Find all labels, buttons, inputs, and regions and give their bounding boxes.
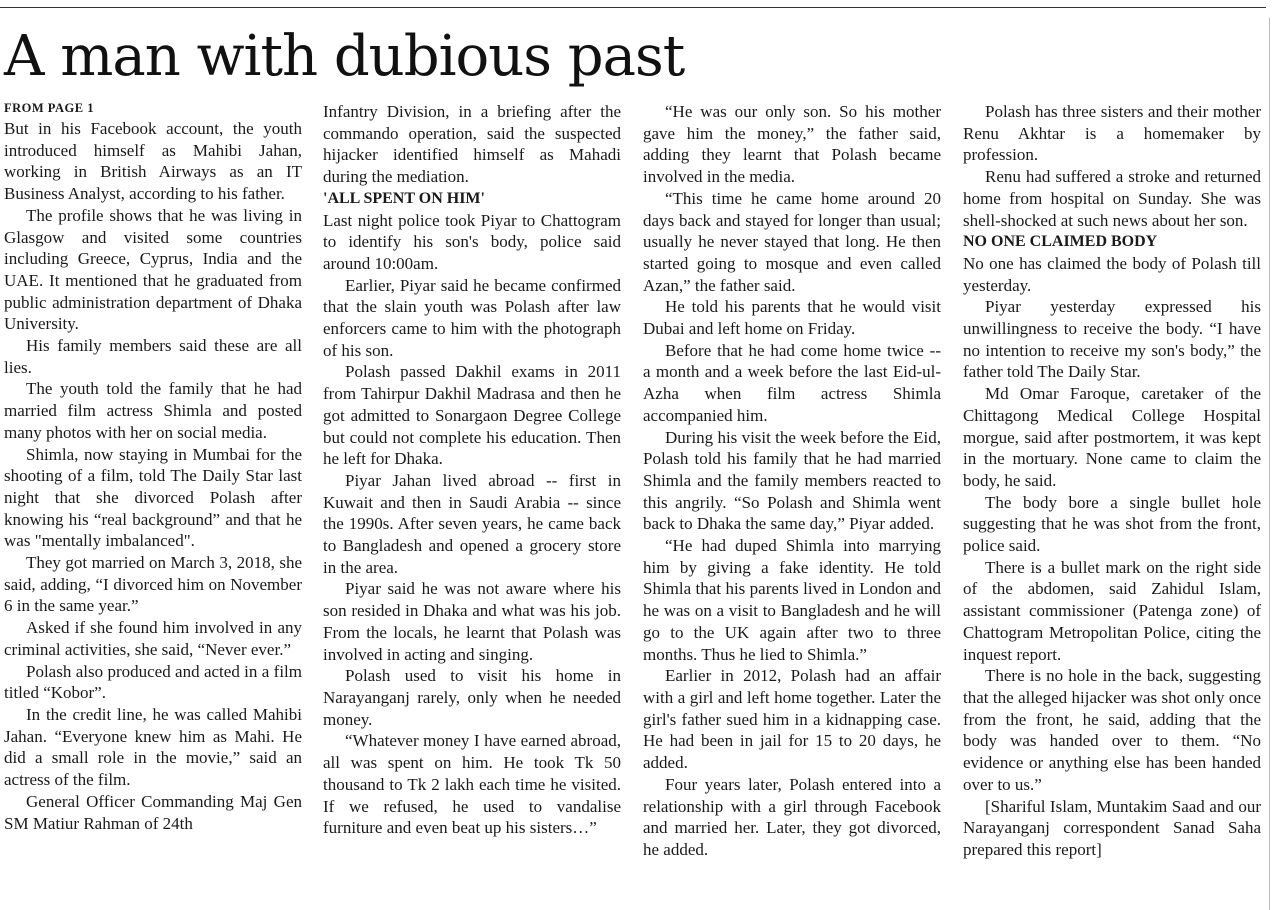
paragraph: Earlier, Piyar said he became confirmed that the slain youth was Polash after law enforcers came to him with the photograph of his son. (323, 275, 621, 360)
article-column-3 (643, 101, 941, 861)
paragraph: His family members said these are all lies. (4, 336, 302, 377)
paragraph: Before that he had come home twice -- a month and a week before the last Eid-ul-Azha when film actress Shimla accompanied him. (643, 340, 941, 425)
headline: A man with dubious past (4, 24, 685, 89)
article-column-1 (4, 101, 302, 834)
paragraph: They got married on March 3, 2018, she said, adding, “I divorced him on November 6 in the same year.” (4, 553, 302, 616)
paragraph: In the credit line, he was called Mahibi Jahan. “Everyone knew him as Mahi. He did a small role in the movie,” said an actress of the film. (4, 704, 302, 790)
paragraph: Piyar said he was not aware where his son resided in Dhaka and what was his job. From the locals, he learnt that Polash was involved in acting and singing. (323, 579, 621, 664)
paragraph: There is no hole in the back, suggesting that the alleged hijacker was shot only once from the front, he said, adding that the body was handed over to them. “No evidence or anything else has been handed over to us.” (963, 666, 1261, 794)
article-column-4 (963, 101, 1261, 861)
paragraph: But in his Facebook account, the youth introduced himself as Mahibi Jahan, working in British Airways as an IT Business Analyst, according to his father. (4, 119, 302, 204)
paragraph: [Shariful Islam, Muntakim Saad and our Narayanganj correspondent Sanad Saha prepared this report] (963, 796, 1261, 859)
paragraph: Last night police took Piyar to Chattogram to identify his son's body, police said around 10:00am. (323, 210, 621, 273)
paragraph: General Officer Commanding Maj Gen SM Matiur Rahman of 24th (4, 791, 302, 833)
right-rule (1269, 18, 1270, 910)
paragraph: “He had duped Shimla into marrying him by giving a fake identity. He told Shimla that his parents lived in London and he was on a visit to Bangladesh and he will go to the UK again after two to three months. Thus he lied to Shimla.” (643, 536, 941, 664)
paragraph: Polash used to visit his home in Narayanganj rarely, only when he needed money. (323, 666, 621, 729)
paragraph: No one has claimed the body of Polash till yesterday. (963, 253, 1261, 295)
paragraph: There is a bullet mark on the right side of the abdomen, said Zahidul Islam, assistant commissioner (Patenga zone) of Chattogram Metropolitan Police, citing the inquest report. (963, 557, 1261, 664)
subheading: NO ONE CLAIMED BODY (963, 233, 1158, 251)
paragraph: Md Omar Faroque, caretaker of the Chittagong Medical College Hospital morgue, said after postmortem, it was kept in the mortuary. None came to claim the body, he said. (963, 384, 1261, 490)
paragraph: Piyar Jahan lived abroad -- first in Kuwait and then in Saudi Arabia -- since the 1990s. After seven years, he came back to Bangladesh and opened a grocery store in the area. (323, 470, 621, 577)
paragraph: Asked if she found him involved in any criminal activities, she said, “Never ever.” (4, 618, 302, 659)
paragraph: Shimla, now staying in Mumbai for the shooting of a film, told The Daily Star last night that she divorced Polash after knowing his “real background” and that he was "mentally imbalanced". (4, 444, 302, 551)
paragraph: Four years later, Polash entered into a relationship with a girl through Facebook and married her. Later, they got divorced, he added. (643, 774, 941, 859)
paragraph: He told his parents that he would visit Dubai and left home on Friday. (643, 297, 941, 339)
paragraph: Polash passed Dakhil exams in 2011 from Tahirpur Dakhil Madrasa and then he got admitted to Sonargaon Degree College but could not complete his education. Then he left for Dhaka. (323, 362, 621, 469)
paragraph: Piyar yesterday expressed his unwillingness to receive the body. “I have no intention to receive my son's body,” the father told The Daily Star. (963, 297, 1261, 382)
paragraph: “This time he came home around 20 days back and stayed for longer than usual; usually he never stayed that long. He then started going to mosque and even called Azan,” the father said. (643, 188, 941, 295)
paragraph: Renu had suffered a stroke and returned home from hospital on Sunday. She was shell-shocked at such news about her son. (963, 167, 1261, 230)
continuation-kicker: FROM PAGE 1 (4, 101, 94, 115)
paragraph: The profile shows that he was living in Glasgow and visited some countries including Greece, Cyprus, India and the UAE. It mentioned that he graduated from public administration department of Dhaka University. (4, 205, 302, 334)
subheading: 'ALL SPENT ON HIM' (323, 189, 485, 207)
paragraph: Polash also produced and acted in a film titled “Kobor”. (4, 661, 302, 703)
paragraph: “He was our only son. So his mother gave him the money,” the father said, adding they learnt that Polash became involved in the media. (643, 102, 941, 187)
paragraph: Earlier in 2012, Polash had an affair with a girl and left home together. Later the girl's father sued him in a kidnapping case. He had been in jail for 15 to 20 days, he added. (643, 666, 941, 773)
article-column-2 (323, 101, 621, 839)
paragraph: Infantry Division, in a briefing after the commando operation, said the suspected hijacker identified himself as Mahadi during the mediation. (323, 102, 621, 187)
top-rule (0, 7, 1266, 8)
paragraph: The youth told the family that he had married film actress Shimla and posted many photos with her on social media. (4, 379, 302, 442)
paragraph: During his visit the week before the Eid, Polash told his family that he had married Shimla and the family members reacted to this angrily. “So Polash and Shimla went back to Dhaka the same day,” Piyar added. (643, 427, 941, 534)
paragraph: The body bore a single bullet hole suggesting that he was shot from the front, police said. (963, 492, 1261, 556)
paragraph: “Whatever money I have earned abroad, all was spent on him. He took Tk 50 thousand to Tk 2 lakh each time he visited. If we refused, he used to vandalise furniture and even beat up his sisters…” (323, 731, 621, 838)
paragraph: Polash has three sisters and their mother Renu Akhtar is a homemaker by profession. (963, 102, 1261, 165)
